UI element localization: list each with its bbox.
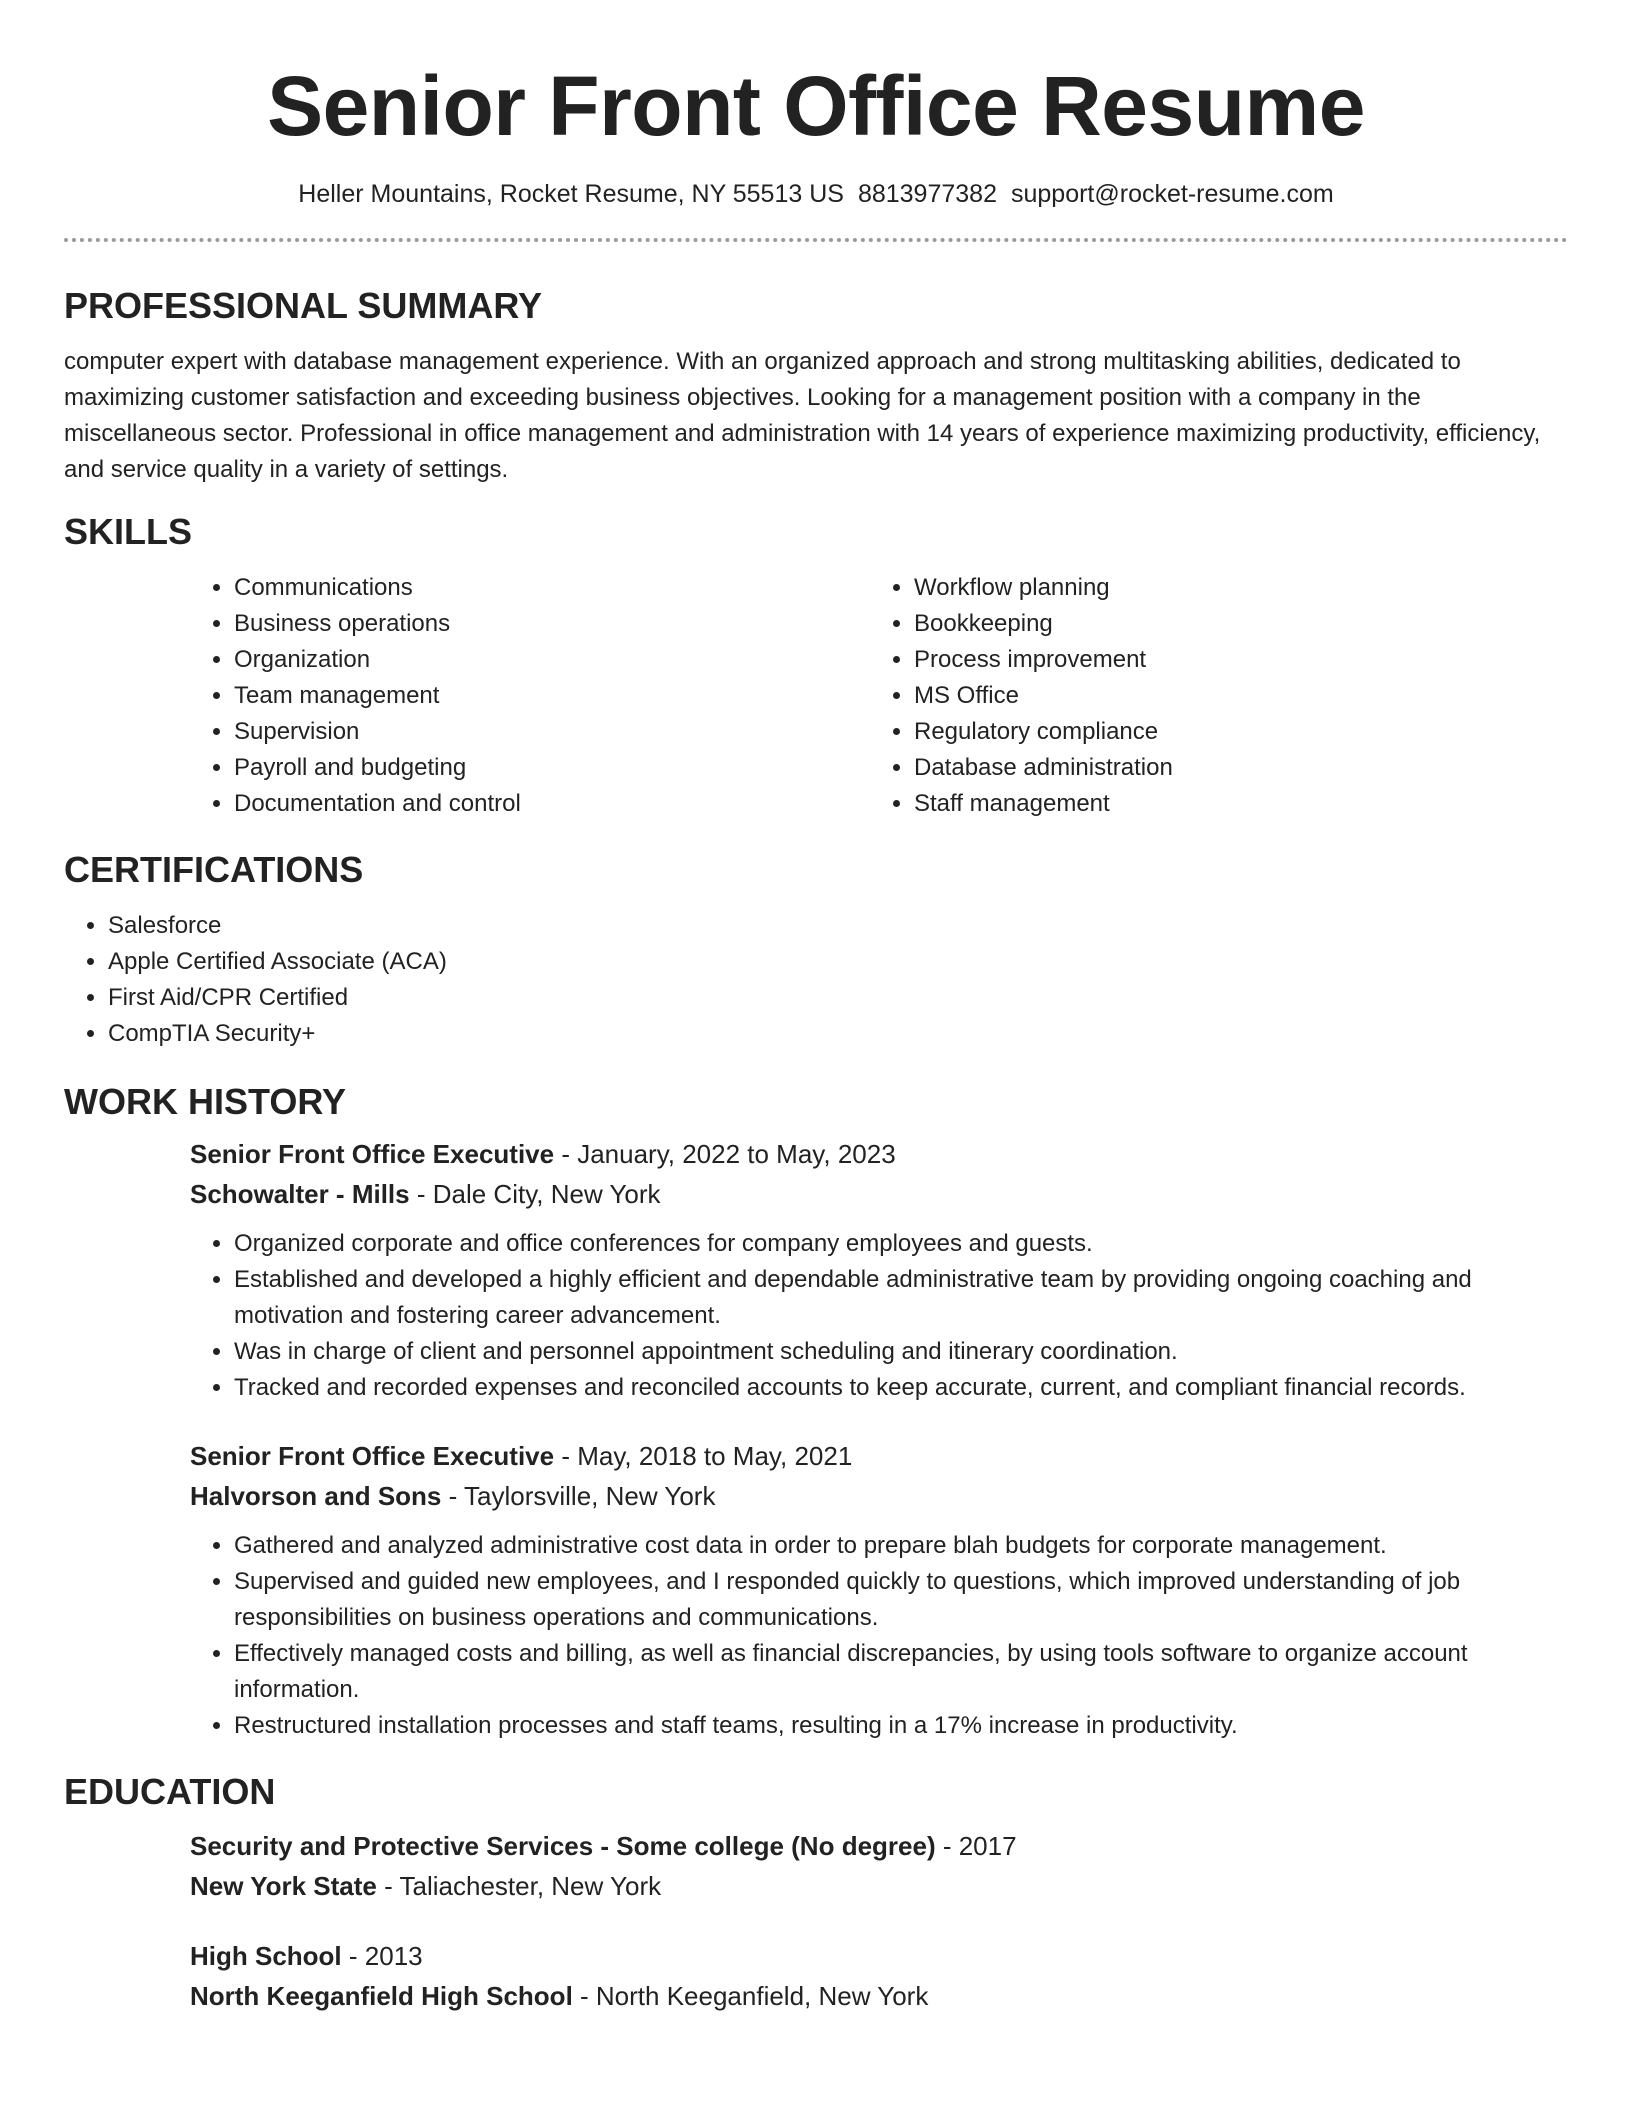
skill-item: • Team management <box>234 678 870 714</box>
skill-item: • Regulatory compliance <box>914 714 1550 750</box>
job-bullet: • Restructured installation processes and staff teams, resulting in a 17% increase in productivity. <box>234 1708 1568 1744</box>
education-section <box>64 1770 1568 2016</box>
certification-item: • CompTIA Security+ <box>108 1016 1568 1052</box>
skill-item: • Organization <box>234 642 870 678</box>
education-year: - 2017 <box>935 1831 1017 1861</box>
job-bullet: • Supervised and guided new employees, and I responded quickly to questions, which improved understanding of job responsibilities on business operations and communications. <box>234 1564 1568 1636</box>
certifications-section <box>64 848 1568 1052</box>
skill-item: • Process improvement <box>914 642 1550 678</box>
job-bullets <box>190 1226 1568 1406</box>
job-dates: - May, 2018 to May, 2021 <box>554 1441 853 1471</box>
certification-item: • First Aid/CPR Certified <box>108 980 1568 1016</box>
certifications-list <box>64 908 1568 1052</box>
education-school-line <box>190 1866 1568 1906</box>
skill-item: • Payroll and budgeting <box>234 750 870 786</box>
skill-item: • Staff management <box>914 786 1550 822</box>
job-location: - Taylorsville, New York <box>441 1481 716 1511</box>
job-bullets <box>190 1528 1568 1744</box>
skill-item: • Supervision <box>234 714 870 750</box>
skill-item: • Communications <box>234 570 870 606</box>
job-location: - Dale City, New York <box>409 1179 661 1209</box>
skills-heading: SKILLS <box>64 511 193 552</box>
job-bullet: • Tracked and recorded expenses and reconciled accounts to keep accurate, current, and compliant financial records. <box>234 1370 1568 1406</box>
education-school-line <box>190 1976 1568 2016</box>
contact-email: support@rocket-resume.com <box>1010 180 1334 208</box>
summary-heading: PROFESSIONAL SUMMARY <box>64 285 543 326</box>
skills-columns <box>190 570 1568 822</box>
skill-item: • Business operations <box>234 606 870 642</box>
skills-column-right <box>870 570 1550 822</box>
skill-item: • Bookkeeping <box>914 606 1550 642</box>
education-location: - Taliachester, New York <box>376 1871 662 1901</box>
job-title-line <box>190 1134 1568 1174</box>
job-entry <box>190 1436 1568 1744</box>
certification-item: • Salesforce <box>108 908 1568 944</box>
summary-section <box>64 284 1568 488</box>
education-school: New York State <box>190 1871 377 1901</box>
job-entry <box>190 1134 1568 1406</box>
job-company: Halvorson and Sons <box>190 1481 442 1511</box>
job-dates: - January, 2022 to May, 2023 <box>554 1139 896 1169</box>
job-bullet: • Established and developed a highly efficient and dependable administrative team by providing ongoing coaching and motivation and fostering career advancement. <box>234 1262 1568 1334</box>
education-location: - North Keeganfield, New York <box>572 1981 929 2011</box>
contact-address: Heller Mountains, Rocket Resume, NY 55513 US <box>298 180 844 208</box>
contact-phone: 8813977382 <box>857 180 997 208</box>
education-entry <box>190 1936 1568 2016</box>
skill-item: • Database administration <box>914 750 1550 786</box>
job-bullet: • Effectively managed costs and billing, as well as financial discrepancies, by using tools software to organize account information. <box>234 1636 1568 1708</box>
contact-line <box>64 178 1568 210</box>
skill-item: • Workflow planning <box>914 570 1550 606</box>
skill-item: • MS Office <box>914 678 1550 714</box>
job-company-line <box>190 1174 1568 1214</box>
education-heading: EDUCATION <box>64 1771 276 1812</box>
job-title: Senior Front Office Executive <box>190 1441 555 1471</box>
skill-item: • Documentation and control <box>234 786 870 822</box>
job-bullet: • Was in charge of client and personnel appointment scheduling and itinerary coordination. <box>234 1334 1568 1370</box>
page-title: Senior Front Office Resume <box>267 59 1365 153</box>
education-degree-line <box>190 1936 1568 1976</box>
education-degree-line <box>190 1826 1568 1866</box>
education-degree: Security and Protective Services - Some college (No degree) <box>190 1831 936 1861</box>
job-title-line <box>190 1436 1568 1476</box>
skills-section <box>64 510 1568 822</box>
work-history-section <box>64 1080 1568 1744</box>
certification-item: • Apple Certified Associate (ACA) <box>108 944 1568 980</box>
job-title: Senior Front Office Executive <box>190 1139 555 1169</box>
education-entry <box>190 1826 1568 1906</box>
work-history-heading: WORK HISTORY <box>64 1081 347 1122</box>
header-divider <box>64 238 1568 242</box>
education-degree: High School <box>190 1941 342 1971</box>
summary-text: computer expert with database management experience. With an organized approach and strong multitasking abilities, dedicated to maximizing customer satisfaction and exceeding business objectives. Looking for a management position with a company in the miscellaneous sector. Professional in office management and administration with 14 years of experience maximizing productivity, efficiency, and service quality in a variety of settings. <box>64 348 1541 483</box>
education-year: - 2013 <box>341 1941 423 1971</box>
job-bullet: • Gathered and analyzed administrative cost data in order to prepare blah budgets for corporate management. <box>234 1528 1568 1564</box>
skills-column-left <box>190 570 870 822</box>
job-bullet: • Organized corporate and office conferences for company employees and guests. <box>234 1226 1568 1262</box>
education-school: North Keeganfield High School <box>190 1981 573 2011</box>
job-company-line <box>190 1476 1568 1516</box>
job-company: Schowalter - Mills <box>190 1179 410 1209</box>
certifications-heading: CERTIFICATIONS <box>64 849 364 890</box>
